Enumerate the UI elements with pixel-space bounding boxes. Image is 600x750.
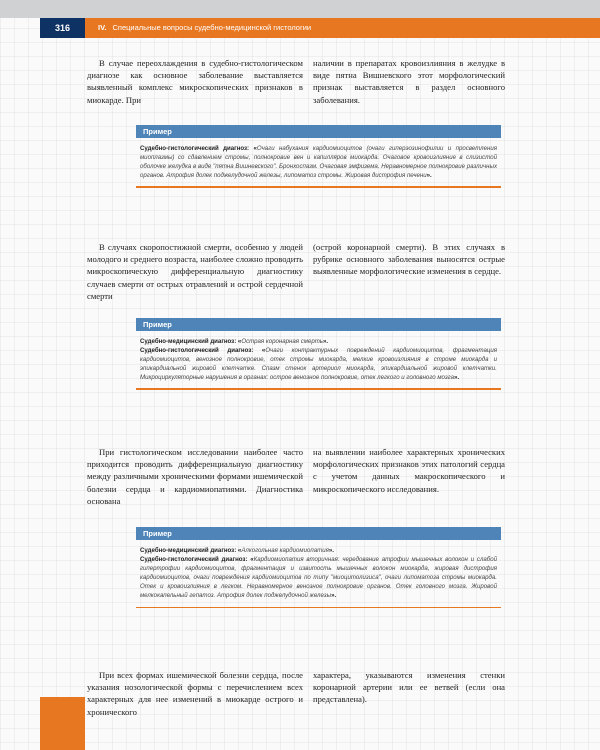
example-heading: Пример <box>136 527 501 540</box>
diagnosis-line <box>140 546 497 555</box>
example-box <box>136 527 501 608</box>
paragraph-text: наличии в препаратах кровоизлияния в желудке в виде пятна Вишневского этот морфологический признак выставляется в раздел основного заболевания. <box>313 58 505 105</box>
paragraph-right <box>313 669 505 706</box>
chapter-number: IV. <box>98 23 107 32</box>
example-box <box>136 125 501 188</box>
diagnosis-text: Очаги набухания кардиомиоцитов (очаги гиперэозинофилии и просветления миоплазмы) со сдавлением стромы, полнокровие вен и капилляров миокарда. Очаговое кровоизлияние в слизистой оболочке желудка в виде "пятна Вишневского". Бронхоспазм. Очаговая эмфизема. Неравномерное полнокровие различных органов. Атрофия долек поджелудочной железы, липоматоз стромы. Жировая дистрофия печени <box>140 145 497 180</box>
page-number: 316 <box>40 18 85 38</box>
paragraph-text: При гистологическом исследовании наиболее часто приходится проводить дифференциальную диагностику между различными хроническими формами ишемической болезни сердца и кардиомиопатиями. Диагностика основана <box>87 447 303 506</box>
diagnosis-label: Судебно-гистологический диагноз: « <box>140 145 257 152</box>
diagnosis-end: ». <box>454 374 460 382</box>
example-body <box>136 138 501 186</box>
example-body <box>136 540 501 607</box>
diagnosis-end: ». <box>323 338 329 345</box>
diagnosis-text: Острая коронарная смерть <box>241 338 323 345</box>
diagnosis-end: ». <box>426 172 432 180</box>
diagnosis-label: Судебно-медицинский диагноз: « <box>140 338 242 345</box>
paragraph-left <box>87 669 303 718</box>
paragraph-text: (острой коронарной смерти). В этих случаях в рубрике основного заболевания выносятся острые выявленные морфологические изменения в сердце. <box>313 242 505 277</box>
paragraph-left <box>87 446 303 507</box>
diagnosis-end: ». <box>331 592 337 600</box>
diagnosis-line <box>140 337 497 346</box>
diagnosis-text: Алкогольная кардиомиопатия <box>241 547 329 554</box>
top-gray-strip <box>0 0 600 18</box>
example-body <box>136 331 501 388</box>
diagnosis-line <box>140 144 497 180</box>
example-rule <box>136 607 501 609</box>
diagnosis-text: Кардиомиопатия вторичная: чередование атрофии мышечных волокон и слабой гипертрофии кардиомиоцитов, фрагментация и извитость мышечных волокон миокарда, жировая дистрофия кардиомиоцитов, очаги повреждения кардиомиоцитов по типу "миоцитолизиса", очаги липоматоза стромы миокарда. Отек и кровоизлияния в легком. Неравномерное венозное полнокровие органов. Отек головного мозга. Жировой мелкокапельный гепатоз. Атрофия долек поджелудочной железы <box>140 556 497 600</box>
paragraph-right <box>313 241 505 278</box>
paragraph-text: При всех формах ишемической болезни сердца, после указания нозологической формы с перечислением всех характерных для нее изменений в миокарде острого и хронического <box>87 670 303 717</box>
diagnosis-end: ». <box>328 547 334 554</box>
paragraph-text: характера, указываются изменения стенки коронарной артерии или ее ветвей (если она представлена). <box>313 670 505 705</box>
chapter-title: Специальные вопросы судебно-медицинской гистологии <box>112 23 312 32</box>
example-rule <box>136 186 501 188</box>
running-head <box>98 18 311 38</box>
diagnosis-text: Очаги контрактурных повреждений кардиомиоцитов, фрагментация кардиомиоцитов, венозное полнокровие, отек стромы миокарда, мелкие кровоизлияния в строме миокарда и эпикардиальной жировой клетчатке. Спазм стенок артериол миокарда, эпикардиальной жировой клетчатки. Микроциркуляторные нарушения в органах: острое венозное полнокровие, отек легкого и головного мозга <box>140 347 497 382</box>
example-rule <box>136 388 501 390</box>
diagnosis-label: Судебно-гистологический диагноз: « <box>140 347 266 355</box>
diagnosis-line <box>140 346 497 382</box>
diagnosis-label: Судебно-медицинский диагноз: « <box>140 547 242 554</box>
paragraph-text: В случае переохлаждения в судебно-гистологическом диагнозе как основное заболевание выставляется выявленный комплекс микроскопических признаков в миокарде. При <box>87 58 303 105</box>
diagnosis-label: Судебно-гистологический диагноз: « <box>140 556 254 564</box>
paragraph-left <box>87 241 303 302</box>
paragraph-right <box>313 57 505 106</box>
example-heading: Пример <box>136 125 501 138</box>
example-box <box>136 318 501 390</box>
paragraph-text: на выявлении наиболее характерных хронических морфологических признаков этих патологий сердца с учетом данных макроскопического и микроскопического исследования. <box>313 447 505 494</box>
paragraph-right <box>313 446 505 495</box>
paragraph-left <box>87 57 303 106</box>
corner-block <box>40 697 85 750</box>
diagnosis-line <box>140 555 497 600</box>
paragraph-text: В случаях скоропостижной смерти, особенно у людей молодого и среднего возраста, наиболее сложно проводить микроскопическую дифференциальную диагностику случаев смерти от острых отравлений и острой сердечной смерти <box>87 242 303 301</box>
example-heading: Пример <box>136 318 501 331</box>
